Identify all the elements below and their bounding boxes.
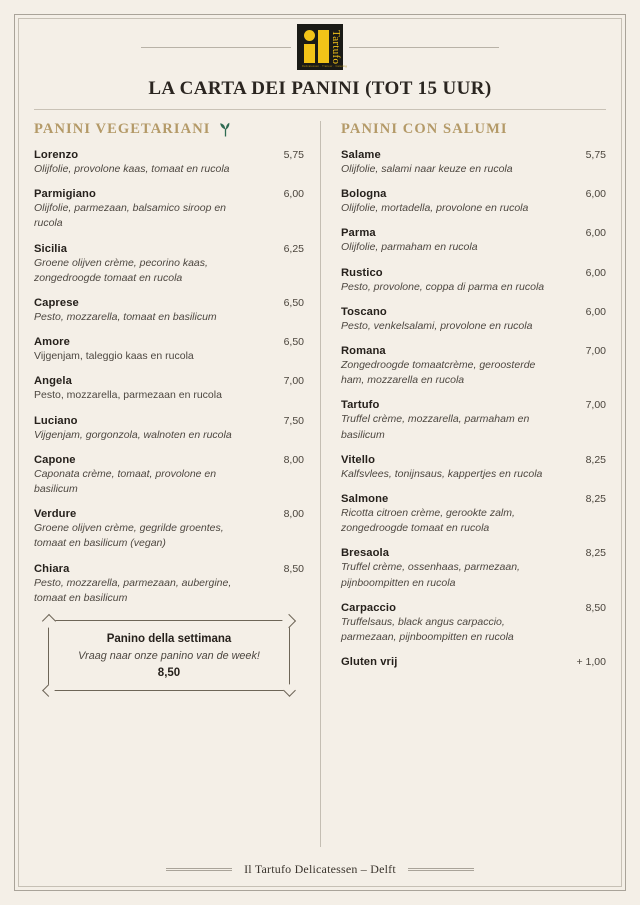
menu-item-price: 8,25 — [585, 493, 606, 506]
menu-item-price: 6,25 — [283, 242, 304, 255]
menu-item-name: Bresaola — [341, 547, 390, 560]
il-tartufo-logo — [297, 24, 347, 70]
menu-item-header — [341, 493, 606, 505]
menu-item-description: Pesto, venkelsalami, provolone en rucola — [341, 319, 533, 332]
menu-item-header — [34, 188, 304, 200]
page-title: LA CARTA DEI PANINI (TOT 15 UUR) — [34, 78, 606, 110]
menu-item-name: Amore — [34, 336, 70, 349]
menu-item-price: 6,00 — [585, 188, 606, 201]
menu-item-name: Caprese — [34, 297, 79, 310]
menu-item — [34, 415, 304, 443]
menu-item-description: Pesto, mozzarella, parmezaan, aubergine, tomaat en basilicum — [34, 576, 232, 604]
menu-item-header — [341, 149, 606, 161]
section-heading-vegetarian — [34, 121, 304, 138]
vegetarian-column — [34, 121, 320, 847]
menu-item-description: Ricotta citroen crème, gerookte zalm, zongedroogde tomaat en rucola — [341, 507, 515, 535]
menu-item-description: Zongedroogde tomaatcrème, geroosterde ham, mozzarella en rucola — [341, 359, 536, 387]
menu-item-price: 8,50 — [283, 562, 304, 575]
logo-wordmark: Tartufo — [330, 29, 342, 65]
menu-item-header — [34, 243, 304, 255]
menu-item-price: 8,25 — [585, 547, 606, 560]
menu-item-description: Pesto, mozzarella, tomaat en basilicum — [34, 311, 217, 324]
menu-item-price: 6,00 — [283, 188, 304, 201]
menu-item-description: Groene olijven crème, gegrilde groentes, tomaat en basilicum (vegan) — [34, 522, 224, 550]
menu-item — [341, 227, 606, 255]
menu-item-header — [34, 375, 304, 387]
menu-item — [34, 508, 304, 551]
menu-item-name: Carpaccio — [341, 601, 396, 614]
menu-item-price: 8,00 — [283, 508, 304, 521]
menu-item-price: 6,00 — [585, 305, 606, 318]
menu-item-name: Gluten vrij — [341, 656, 398, 669]
menu-item-price: 7,50 — [283, 414, 304, 427]
menu-item-name: Tartufo — [341, 399, 380, 412]
menu-item-header — [34, 415, 304, 427]
menu-item-name: Luciano — [34, 414, 78, 427]
menu-item-price: 6,50 — [283, 297, 304, 310]
menu-item-description: Truffelsaus, black angus carpaccio, parmezaan, pijnboompitten en rucola — [341, 615, 514, 644]
menu-item — [341, 454, 606, 482]
section-heading-salumi — [341, 121, 606, 138]
menu-item-price: + 1,00 — [576, 656, 606, 669]
menu-item — [34, 297, 304, 325]
menu-item — [341, 547, 606, 590]
menu-item — [341, 399, 606, 442]
menu-item-price: 8,50 — [585, 601, 606, 614]
logo-subtitle: Delicatessen · Traiteur · Catering — [302, 65, 347, 68]
salumi-item-list — [341, 149, 606, 668]
menu-item-header — [34, 297, 304, 309]
menu-item-description: Olijfolie, salami naar keuze en rucola — [341, 163, 513, 175]
menu-item-header — [341, 345, 606, 357]
menu-item-name: Sicilia — [34, 242, 68, 255]
menu-item-price: 8,25 — [585, 453, 606, 466]
menu-item-name: Verdure — [34, 508, 77, 521]
menu-item-name: Salame — [341, 149, 381, 161]
menu-item-description: Olijfolie, parmaham en rucola — [341, 241, 478, 254]
menu-item — [341, 602, 606, 645]
menu-item — [34, 149, 304, 177]
section-heading-label: PANINI CON SALUMI — [341, 121, 508, 137]
menu-columns — [34, 121, 606, 847]
menu-item-description: Pesto, provolone, coppa di parma en rucola — [341, 280, 545, 293]
menu-item-description: Caponata crème, tomaat, provolone en basilicum — [34, 467, 217, 496]
menu-item-header — [34, 149, 304, 161]
menu-item-name: Capone — [34, 453, 76, 466]
brand-header — [34, 22, 606, 72]
menu-item-header — [34, 454, 304, 466]
menu-item-price: 5,75 — [283, 149, 304, 161]
menu-item-name: Salmone — [341, 493, 389, 506]
logo-l-stem — [318, 30, 329, 63]
menu-item-price: 7,00 — [585, 399, 606, 412]
menu-item-price: 7,00 — [585, 345, 606, 358]
menu-item-price: 5,75 — [585, 149, 606, 161]
weekly-special-title: Panino della settimana — [106, 633, 232, 646]
menu-item-name: Parmigiano — [34, 188, 96, 201]
menu-item-name: Parma — [341, 227, 376, 240]
menu-item-description: Olijfolie, parmezaan, balsamico siroop en rucola — [34, 202, 227, 230]
footer-text: Il Tartufo Delicatessen – Delft — [244, 862, 396, 876]
footer — [34, 862, 606, 877]
menu-item-name: Toscano — [341, 305, 387, 318]
vegetarian-item-list — [34, 149, 304, 606]
logo-i-dot — [304, 30, 315, 41]
menu-item — [341, 656, 606, 668]
menu-item — [34, 563, 304, 606]
menu-content — [22, 22, 618, 883]
menu-item-name: Romana — [341, 345, 386, 358]
menu-item-header — [341, 227, 606, 239]
menu-item — [341, 267, 606, 295]
menu-item-header — [34, 336, 304, 348]
menu-item-header — [34, 563, 304, 575]
menu-item-header — [341, 602, 606, 614]
menu-item-name: Vitello — [341, 453, 376, 466]
menu-item-price: 6,00 — [585, 227, 606, 240]
menu-item-header — [341, 306, 606, 318]
menu-item-description: Truffel crème, ossenhaas, parmezaan, pijnboompitten en rucola — [341, 561, 520, 589]
menu-item — [34, 454, 304, 497]
menu-item-header — [341, 267, 606, 279]
menu-item-name: Lorenzo — [34, 149, 79, 161]
menu-item-name: Rustico — [341, 266, 383, 279]
menu-item-header — [341, 399, 606, 411]
salumi-column — [320, 121, 606, 847]
menu-item-description: Olijfolie, mortadella, provolone en rucola — [341, 202, 529, 215]
menu-item-header — [34, 508, 304, 520]
menu-item-name: Bologna — [341, 188, 387, 201]
menu-item-header — [341, 656, 606, 668]
menu-item — [341, 493, 606, 536]
menu-item-description: Pesto, mozzarella, parmezaan en rucola — [34, 389, 222, 402]
menu-item-description: Vijgenjam, gorgonzola, walnoten en rucola — [34, 428, 232, 441]
menu-item-description: Groene olijven crème, pecorino kaas, zongedroogde tomaat en rucola — [34, 256, 208, 284]
menu-item-description: Vijgenjam, taleggio kaas en rucola — [34, 350, 194, 363]
menu-item-description: Truffel crème, mozzarella, parmaham en basilicum — [341, 413, 530, 441]
menu-item — [34, 243, 304, 286]
menu-item-price: 8,00 — [283, 453, 304, 466]
menu-item — [341, 306, 606, 334]
menu-item-price: 6,50 — [283, 336, 304, 349]
menu-item-header — [341, 547, 606, 559]
menu-item-price: 6,00 — [585, 266, 606, 279]
menu-item — [34, 188, 304, 231]
menu-item — [341, 188, 606, 216]
logo-i-stem — [304, 44, 315, 63]
menu-item — [341, 149, 606, 177]
menu-item-description: Kalfsvlees, tonijnsaus, kappertjes en rucola — [341, 467, 543, 480]
menu-item-price: 7,00 — [283, 375, 304, 388]
footer-rule-right — [408, 868, 474, 871]
menu-item — [34, 375, 304, 403]
weekly-special-description: Vraag naar onze panino van de week! — [78, 650, 260, 663]
menu-item-header — [341, 188, 606, 200]
menu-item-name: Chiara — [34, 562, 70, 575]
footer-rule-left — [166, 868, 232, 871]
special-corner-bottom-right — [283, 684, 296, 697]
section-heading-label: PANINI VEGETARIANI — [34, 121, 211, 137]
menu-item — [34, 336, 304, 364]
special-corner-bottom-left — [42, 684, 55, 697]
menu-item — [341, 345, 606, 388]
logo-rule-left — [141, 47, 291, 48]
leaf-icon — [219, 122, 232, 137]
weekly-special-box — [48, 620, 290, 691]
menu-item-name: Angela — [34, 375, 72, 388]
menu-item-header — [341, 454, 606, 466]
logo-rule-right — [349, 47, 499, 48]
weekly-special-price: 8,50 — [157, 667, 181, 680]
menu-item-description: Olijfolie, provolone kaas, tomaat en rucola — [34, 163, 230, 175]
